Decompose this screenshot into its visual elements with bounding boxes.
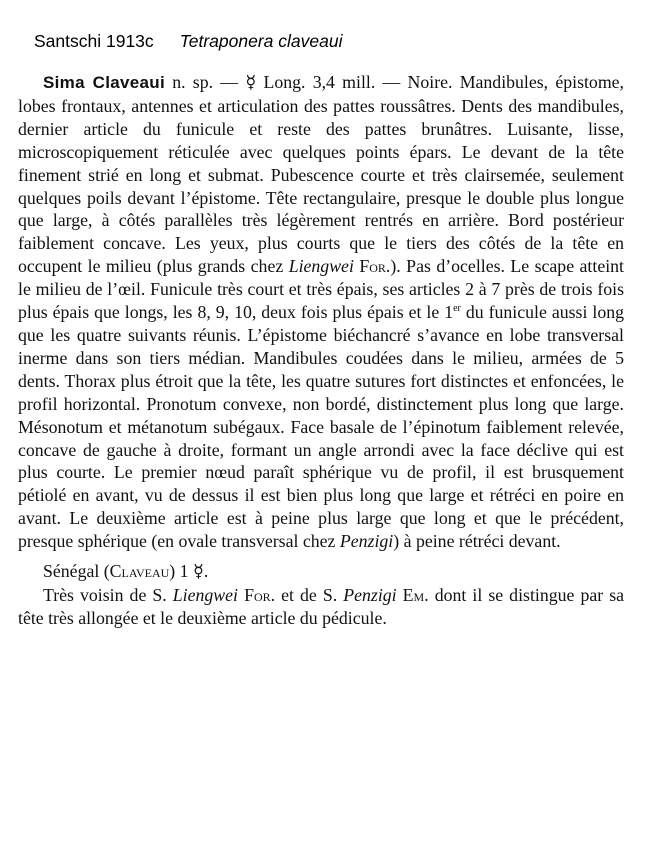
locality-place: Sénégal ( xyxy=(43,561,110,582)
species-name: Tetraponera claveaui xyxy=(179,31,343,51)
citation: Santschi 1913c xyxy=(34,31,154,51)
locality-count: ) 1 ☿. xyxy=(169,561,209,582)
article-body xyxy=(18,71,624,630)
remarks-text-3: dont il se distingue par sa tête très allongée et le deuxième article du pédicule. xyxy=(18,584,625,628)
remarks-text-1: Très voisin de S. xyxy=(43,584,173,605)
remarks-forel: For. xyxy=(244,584,276,605)
remarks-text-2: et de S. xyxy=(275,584,344,605)
description-text-3: du funicule aussi long que les quatre suivants réunis. L’épistome biéchancré s’avance en lobe transversal inerme dans son tiers médian. Mandibules coudées dans le milieu, armées de 5 dents. Thorax plus étroit que la tête, les quatre sutures fort distinctes et enfoncées, le profil horizontal. Pronotum convexe, non bordé, distinctement plus long que large. Mésonotum et métanotum subégaux. Face basale de l’épinotum faiblement relevée, concave de gauche à droite, formant un angle arrondi avec la face déclive qui est plus courte. Le premier nœud paraît sphérique vu de profil, il est brusquement pétiolé en avant, vu de dessus il est bien plus long que large et rétréci en poire en avant. Le deuxième article est à peine plus large que long et que le précédent, presque sphérique (en ovale transversal chez xyxy=(18,302,624,552)
remarks-paragraph xyxy=(18,584,624,630)
superscript-er: er xyxy=(453,303,461,315)
ref-liengwei: Liengwei xyxy=(288,256,354,277)
description-text-1: n. sp. — ☿ Long. 3,4 mill. — Noire. Mandibules, épistome, lobes frontaux, antennes et articulation des pattes roussâtres. Dents des mandibules, dernier article du funicule et reste des pattes brunâtres. Luisante, lisse, microscopiquement réticulée avec quelques points épars. Le devant de la tête finement strié en long et submat. Pubescence courte et très clairsemée, seulement quelques poils devant l’épistome. Tête rectangulaire, presque le double plus longue que large, à côtés parallèles très légèrement rentrés en arrière. Bord postérieur faiblement concave. Les yeux, plus courts que le tiers des côtés de la tête en occupent le milieu (plus grands chez xyxy=(18,72,624,277)
page-header xyxy=(34,31,342,52)
locality-collector: Claveau xyxy=(109,561,170,582)
locality-paragraph xyxy=(18,560,624,583)
remarks-penzigi: Penzigi xyxy=(343,584,397,605)
description-text-2: ). Pas d’ocelles. Le scape atteint le milieu de l’œil. Funicule très court et très épais, ses articles 2 à 7 près de trois fois plus épais que longs, les 8, 9, 10, deux fois plus épais et le 1 xyxy=(18,256,624,323)
description-paragraph xyxy=(18,71,624,553)
remarks-emery: Em. xyxy=(402,584,429,605)
taxon-name: Sima Claveaui xyxy=(43,73,165,92)
remarks-liengwei: Liengwei xyxy=(172,584,238,605)
description-text-4: ) à peine rétréci devant. xyxy=(393,531,561,552)
ref-penzigi: Penzigi xyxy=(339,531,394,552)
ref-forel: For. xyxy=(359,256,391,277)
